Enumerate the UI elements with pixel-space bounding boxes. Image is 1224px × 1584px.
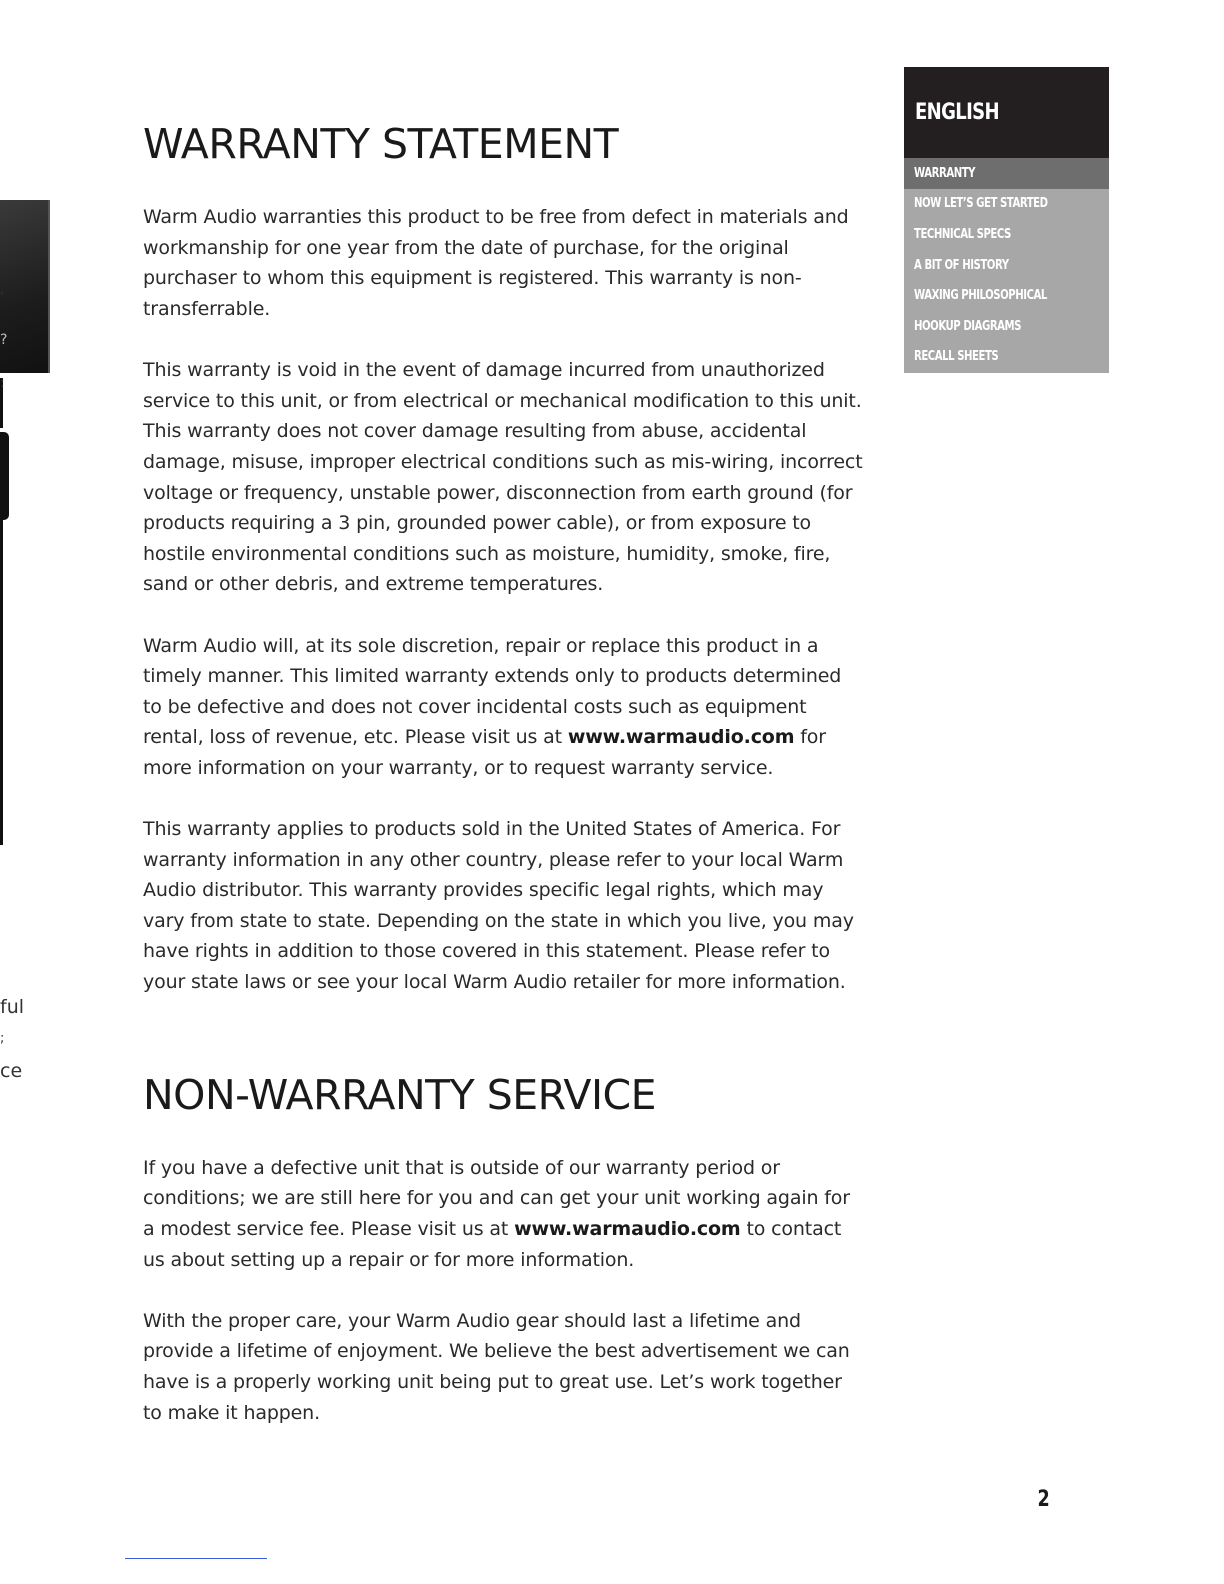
- sidebar-item-label: NOW LET’S GET STARTED: [914, 196, 1048, 212]
- footer-rule: [125, 1558, 267, 1559]
- adjacent-page-text-fragment: :: [0, 375, 5, 391]
- warranty-paragraph-4: This warranty applies to products sold in the United States of America. For warranty information in any other country, please refer to your local Warm Audio distributor. This warranty provides specific legal rights, which may vary from state to state. Depending on the state in which you live, you may have rights in addition to those covered in this statement. Please refer to your state laws or see your local Warm Audio retailer for more information.: [143, 818, 854, 994]
- adjacent-page-text-fragment: ful: [0, 996, 25, 1018]
- adjacent-page-rule: [0, 520, 3, 845]
- website-link[interactable]: www.warmaudio.com: [567, 726, 795, 749]
- adjacent-page-text-fragment: ce: [0, 1060, 23, 1082]
- sidebar-item-label: WAXING PHILOSOPHICAL: [914, 288, 1047, 304]
- adjacent-page-text-fragment: ?: [0, 332, 8, 348]
- sidebar-item-label: HOOKUP DIAGRAMS: [914, 318, 1021, 334]
- warranty-paragraph-2: This warranty is void in the event of damage incurred from unauthorized service to this unit, or from electrical or mechanical modification to this unit. This warranty does not cover damage resulting from abuse, accidental damage, misuse, improper electrical conditions such as mis-wiring, incorrect voltage or frequency, unstable power, disconnection from earth ground (for products requiring a 3 pin, grounded power cable), or from exposure to hostile environmental conditions such as moisture, humidity, smoke, fire, sand or other debris, and extreme temperatures.: [143, 359, 863, 596]
- sidebar-item-label: TECHNICAL SPECS: [914, 226, 1011, 242]
- adjacent-page-device-image: [0, 200, 50, 373]
- adjacent-page-bar: [0, 432, 9, 520]
- warranty-paragraph-3-text: Warm Audio will, at its sole discretion, repair or replace this product in a timely manner. This limited warranty extends only to products determined to be defective and does not cover incidental costs such as equipment rental, loss of revenue, etc. Please visit us at: [143, 634, 842, 749]
- non-warranty-title: NON-WARRANTY SERVICE: [143, 1070, 657, 1119]
- sidebar-heading: ENGLISH: [915, 100, 999, 125]
- adjacent-page-text-fragment: ,: [0, 282, 4, 296]
- sidebar-item-warranty[interactable]: [904, 158, 1109, 189]
- non-warranty-paragraph-1-text: If you have a defective unit that is outside of our warranty period or conditions; we are still here for you and can get your unit working again for a modest service fee. Please visit us at: [143, 1156, 850, 1240]
- sidebar-language-header: [904, 67, 1109, 158]
- adjacent-page-text-fragment: ;: [0, 1031, 5, 1046]
- warranty-paragraph-3-text: for more information on your warranty, or to request warranty service.: [143, 726, 826, 779]
- warranty-title: WARRANTY STATEMENT: [143, 120, 619, 168]
- sidebar-item-technical-specs[interactable]: [904, 219, 1109, 250]
- warranty-paragraph-3: [143, 631, 863, 784]
- sidebar-item-recall-sheets[interactable]: [904, 342, 1109, 373]
- non-warranty-paragraph-1: [143, 1153, 863, 1275]
- main-content: [143, 120, 863, 1428]
- page-number: 2: [1037, 1487, 1050, 1512]
- non-warranty-paragraph-2: With the proper care, your Warm Audio gear should last a lifetime and provide a lifetime of enjoyment. We believe the best advertisement we can have is a properly working unit being put to great use. Let’s work together to make it happen.: [143, 1309, 850, 1424]
- sidebar-item-waxing-philosophical[interactable]: [904, 280, 1109, 311]
- section-sidebar: [904, 67, 1109, 373]
- non-warranty-paragraph-1-text: to contact us about setting up a repair or for more information.: [143, 1218, 842, 1271]
- sidebar-list: [904, 158, 1109, 373]
- sidebar-item-history[interactable]: [904, 250, 1109, 281]
- website-link[interactable]: www.warmaudio.com: [514, 1218, 741, 1240]
- sidebar-item-label: WARRANTY: [914, 165, 976, 181]
- sidebar-item-label: RECALL SHEETS: [914, 349, 999, 365]
- sidebar-item-hookup-diagrams[interactable]: [904, 311, 1109, 342]
- warranty-paragraph-1: Warm Audio warranties this product to be free from defect in materials and workmanship for one year from the date of purchase, for the original purchaser to whom this equipment is registered. This warranty is non-transferrable.: [143, 206, 849, 320]
- sidebar-item-getting-started[interactable]: [904, 189, 1109, 220]
- sidebar-item-label: A BIT OF HISTORY: [914, 257, 1009, 273]
